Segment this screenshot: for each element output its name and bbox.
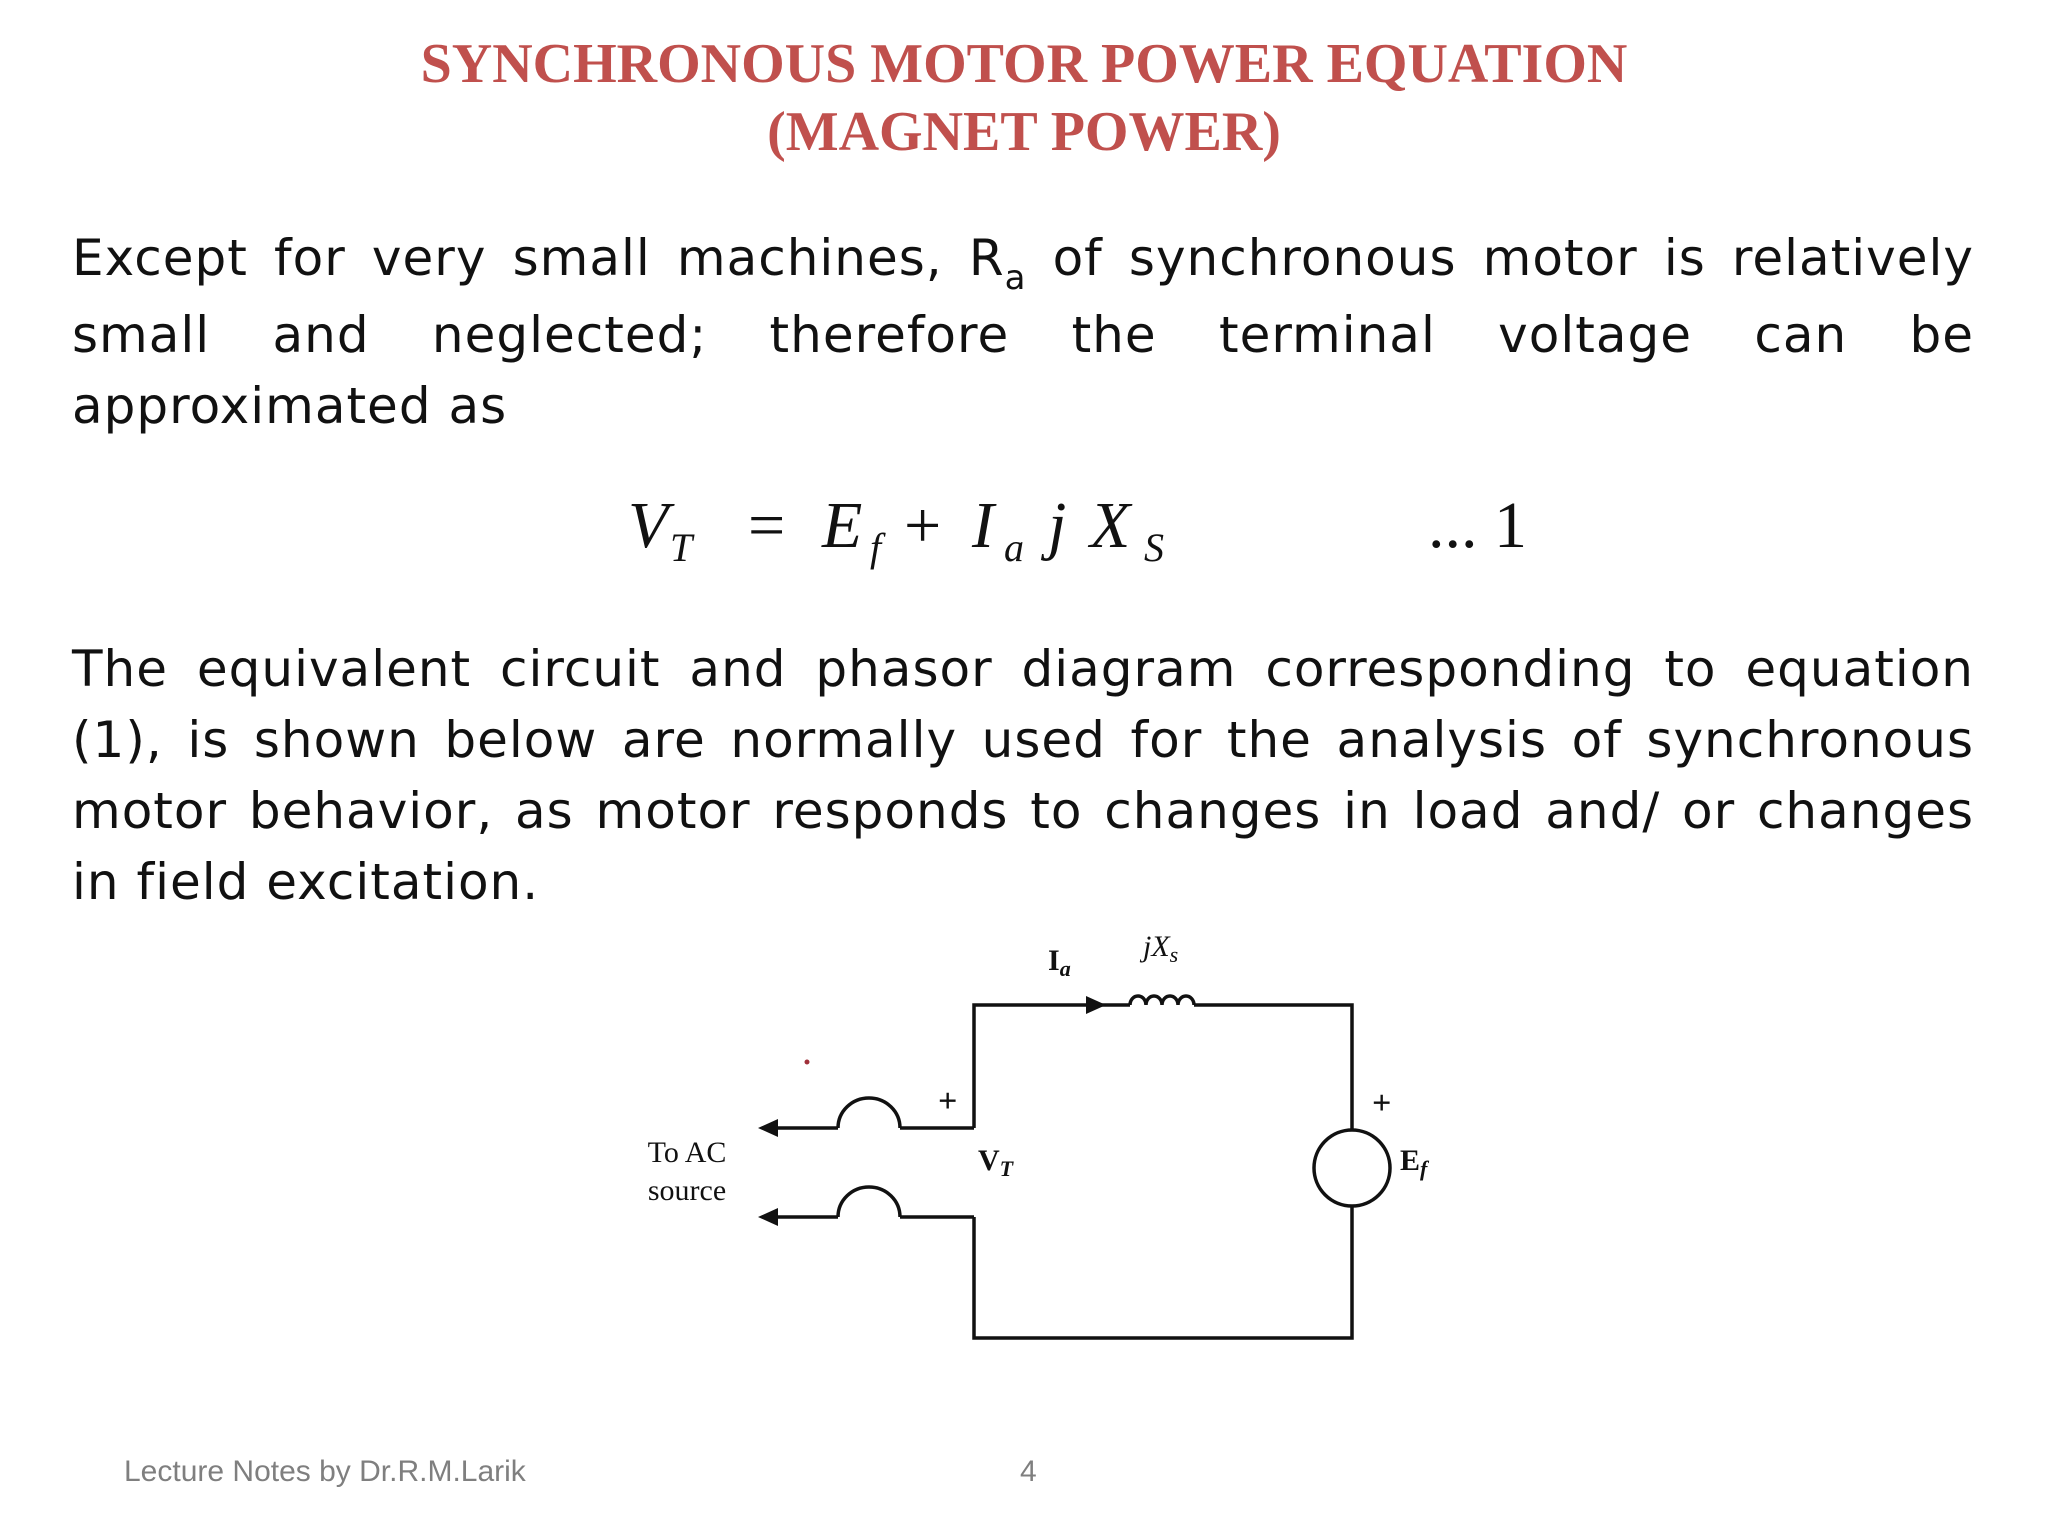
source-label-line1: To AC [647, 1136, 727, 1169]
eq-e: E [822, 489, 863, 562]
source-label-line2: source [647, 1174, 727, 1207]
eq-j: j [1048, 489, 1067, 562]
intro-paragraph [72, 223, 1974, 442]
eq-x: X [1090, 489, 1131, 562]
circuit-description-paragraph [72, 634, 1974, 918]
eq-number: ... 1 [1428, 489, 1527, 562]
emf-source-circle [1314, 1130, 1390, 1206]
eq-i-sub: a [1004, 525, 1024, 570]
intro-line-3: approximated as [72, 377, 508, 435]
eq-v: V [628, 489, 669, 562]
bottom-plug-contact [838, 1187, 900, 1217]
desc-line-4: in field excitation. [72, 853, 540, 911]
footer-author: Lecture Notes by Dr.R.M.Larik [124, 1455, 526, 1488]
desc-line-1: The equivalent circuit and phasor diagram corresponding to equation [72, 640, 1974, 698]
top-right-wire [1194, 1005, 1352, 1130]
voltage-equation [620, 480, 1620, 590]
terminal-plus-sign: + [938, 1083, 958, 1120]
eq-equals: = [748, 489, 786, 562]
eq-x-sub: S [1144, 525, 1164, 570]
terminal-voltage-label: $V_T$ [978, 1144, 1014, 1181]
desc-line-3: motor behavior, as motor responds to changes in load and/ or changes [72, 782, 1974, 840]
stray-mark [805, 1060, 810, 1065]
source-arrow-bottom-icon [758, 1208, 778, 1226]
inductor-coil [1130, 996, 1194, 1005]
emf-label: $E_f$ [1400, 1144, 1428, 1181]
top-left-wire [974, 1005, 1130, 1128]
desc-line-2: (1), is shown below are normally used for the analysis of synchronous [72, 711, 1974, 769]
emf-plus-sign: + [1372, 1085, 1392, 1122]
page-number: 4 [1020, 1455, 1037, 1488]
eq-v-sub: T [670, 525, 693, 570]
bottom-wire [974, 1206, 1352, 1338]
equivalent-circuit-diagram [600, 930, 1480, 1350]
source-arrow-top-icon [758, 1119, 778, 1137]
eq-e-sub: f [870, 525, 882, 570]
slide-title-line2: (MAGNET POWER) [767, 101, 1281, 163]
current-arrow-icon [1086, 996, 1106, 1014]
eq-i: I [972, 489, 994, 562]
intro-line-1: Except for very small machines, $R_a$ of synchronous motor is relatively [72, 229, 1974, 298]
slide-title-line1: SYNCHRONOUS MOTOR POWER EQUATION [420, 33, 1628, 95]
current-label: $I_a$ [1048, 944, 1071, 981]
eq-plus: + [904, 489, 942, 562]
top-plug-contact [838, 1098, 900, 1128]
intro-line-2: small and neglected; therefore the terminal voltage can be [72, 306, 1974, 364]
reactance-label: $jX_s$ [1143, 930, 1179, 967]
